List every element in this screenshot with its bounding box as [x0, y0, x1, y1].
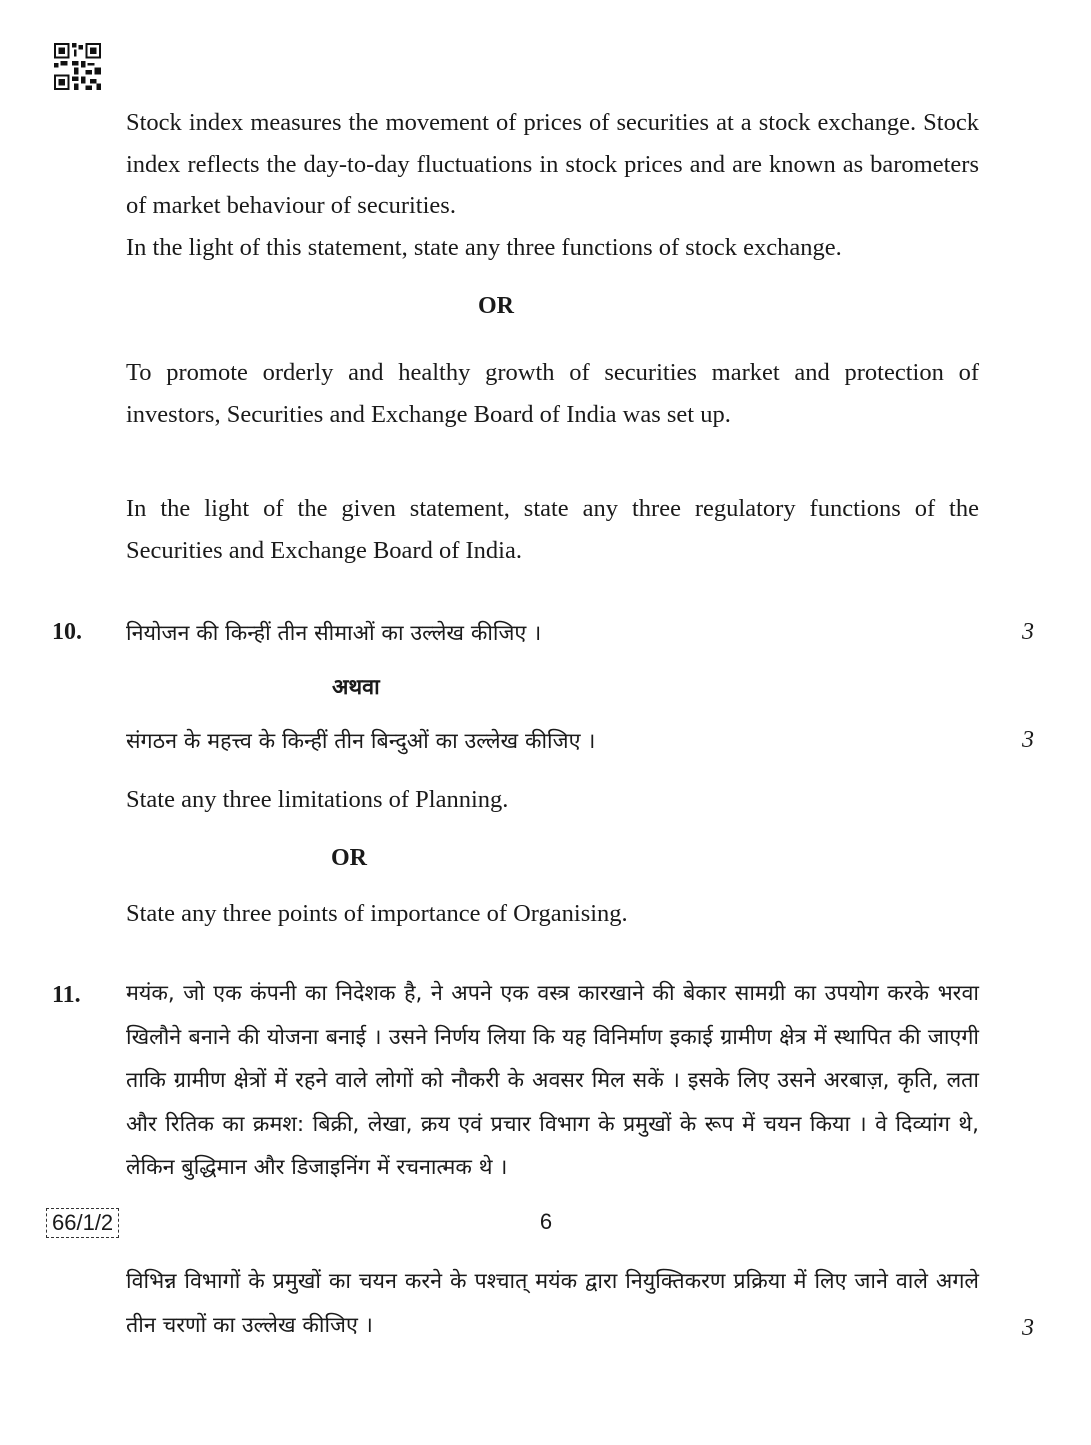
- paper-code: 66/1/2: [46, 1208, 119, 1238]
- marks-label: 3: [1022, 619, 1034, 645]
- q9-alt-instruction: In the light of the given statement, state any three regulatory functions of the Securities and Exchange Board of India.: [126, 495, 979, 564]
- marks-label: 3: [1022, 1315, 1034, 1341]
- q10-hindi-question: नियोजन की किन्हीं तीन सीमाओं का उल्लेख कीजिए ।: [126, 621, 542, 646]
- q10-hindi-alt-question: संगठन के महत्त्व के किन्हीं तीन बिन्दुओं का उल्लेख कीजिए ।: [126, 729, 596, 754]
- q9-instruction: In the light of this statement, state any three functions of stock exchange.: [126, 234, 842, 261]
- q9-passage: Stock index measures the movement of prices of securities at a stock exchange. Stock index reflects the day-to-day fluctuations in stock prices and are known as barometers of market behaviour of securities.: [126, 109, 979, 219]
- q10-english-question: State any three limitations of Planning.: [126, 786, 509, 813]
- question-number: 10.: [52, 619, 82, 645]
- marks-label: 3: [1022, 727, 1034, 753]
- qr-code-icon: [54, 43, 101, 90]
- or-separator: OR: [478, 293, 514, 319]
- q11-hindi-question: विभिन्न विभागों के प्रमुखों का चयन करने के पश्चात् मयंक द्वारा नियुक्तिकरण प्रक्रिया में लिए जाने वाले अगले तीन चरणों का उल्लेख कीजिए ।: [126, 1269, 979, 1338]
- hindi-or-separator: अथवा: [332, 675, 380, 700]
- or-separator: OR: [331, 845, 367, 871]
- q10-english-alt-question: State any three points of importance of Organising.: [126, 900, 628, 927]
- q9-alt-passage: To promote orderly and healthy growth of securities market and protection of investors, Securities and Exchange Board of India was set up.: [126, 359, 979, 428]
- q11-hindi-passage: मयंक, जो एक कंपनी का निदेशक है, ने अपने एक वस्त्र कारखाने की बेकार सामग्री का उपयोग करके भरवा खिलौने बनाने की योजना बनाई । उसने निर्णय लिया कि यह विनिर्माण इकाई ग्रामीण क्षेत्र में स्थापित की जाएगी ताकि ग्रामीण क्षेत्रों में रहने वाले लोगों को नौकरी के अवसर मिल सकें । इसके लिए उसने अरबाज़, कृति, लता और रितिक का क्रमश: बिक्री, लेखा, क्रय एवं प्रचार विभाग के प्रमुखों के रूप में चयन किया । वे दिव्यांग थे, लेकिन बुद्धिमान और डिजाइनिंग में रचनात्मक थे ।: [126, 981, 979, 1180]
- page-number: 6: [539, 1209, 553, 1234]
- question-number: 11.: [52, 982, 81, 1008]
